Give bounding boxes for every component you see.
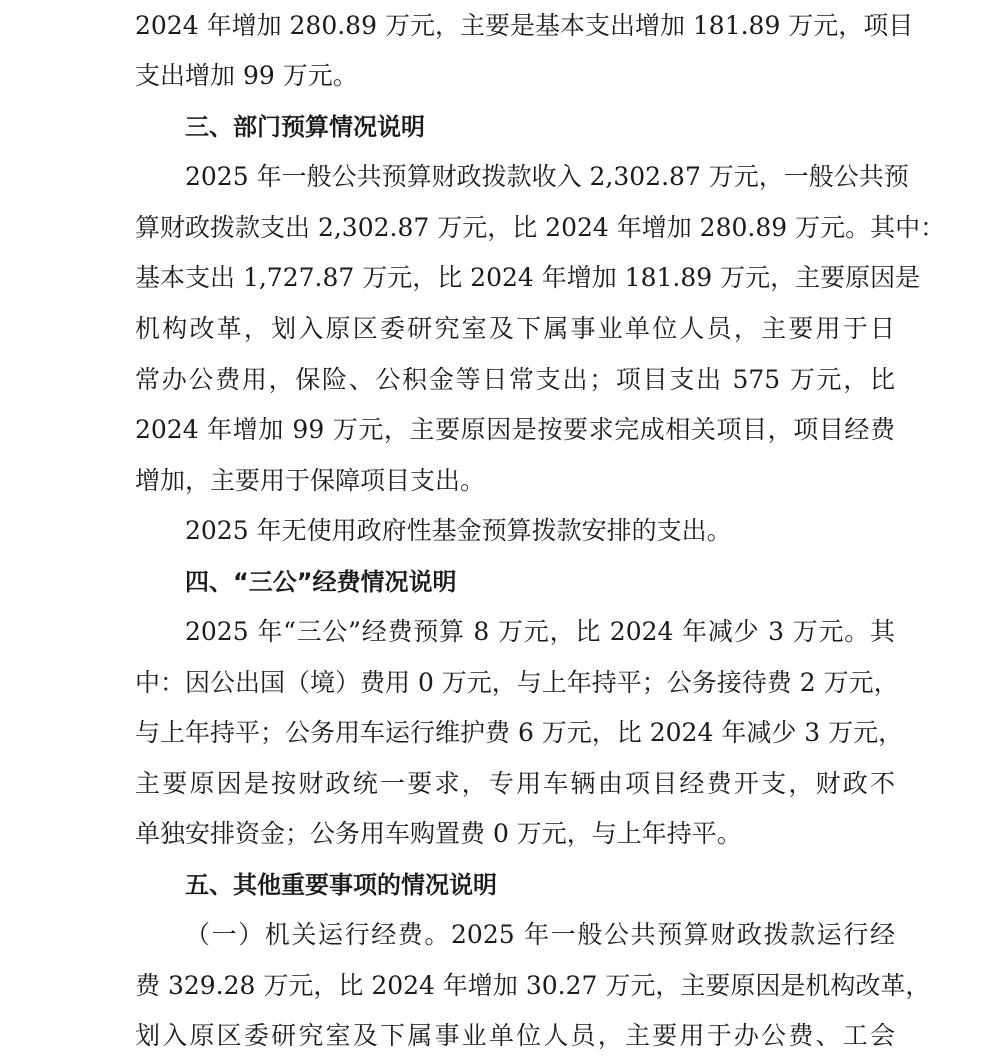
text-line: 2024 年增加 99 万元，主要原因是按要求完成相关项目，项目经费 — [135, 415, 895, 444]
text-line: 费 329.28 万元，比 2024 年增加 30.27 万元，主要原因是机构改革， — [135, 971, 931, 1000]
text-line: （一）机关运行经费。2025 年一般公共预算财政拨款运行经 — [185, 920, 895, 949]
text-line: 与上年持平；公务用车运行维护费 6 万元，比 2024 年减少 3 万元， — [135, 718, 904, 747]
section-heading: 五、其他重要事项的情况说明 — [185, 871, 497, 899]
text-line: 2025 年“三公”经费预算 8 万元，比 2024 年减少 3 万元。其 — [185, 617, 895, 646]
text-line: 中：因公出国（境）费用 0 万元，与上年持平；公务接待费 2 万元， — [135, 668, 899, 697]
section-heading: 三、部门预算情况说明 — [185, 113, 425, 141]
text-line: 2025 年一般公共预算财政拨款收入 2,302.87 万元，一般公共预 — [185, 162, 909, 191]
text-line: 划入原区委研究室及下属事业单位人员，主要用于办公费、工会 — [135, 1021, 895, 1050]
text-line: 支出增加 99 万元。 — [135, 61, 358, 90]
text-line: 主要原因是按财政统一要求，专用车辆由项目经费开支，财政不 — [135, 769, 895, 798]
text-line: 常办公费用，保险、公积金等日常支出；项目支出 575 万元，比 — [135, 365, 895, 394]
text-line: 机构改革，划入原区委研究室及下属事业单位人员，主要用于日 — [135, 314, 895, 343]
text-line: 2025 年无使用政府性基金预算拨款安排的支出。 — [185, 516, 732, 545]
section-heading: 四、“三公”经费情况说明 — [185, 568, 457, 596]
text-line: 增加，主要用于保障项目支出。 — [135, 466, 486, 495]
text-line: 2024 年增加 280.89 万元，主要是基本支出增加 181.89 万元，项目 — [135, 11, 914, 40]
text-line: 基本支出 1,727.87 万元，比 2024 年增加 181.89 万元，主要原因是 — [135, 263, 921, 292]
text-line: 算财政拨款支出 2,302.87 万元，比 2024 年增加 280.89 万元。其中： — [135, 213, 946, 242]
text-line: 单独安排资金；公务用车购置费 0 万元，与上年持平。 — [135, 819, 742, 848]
